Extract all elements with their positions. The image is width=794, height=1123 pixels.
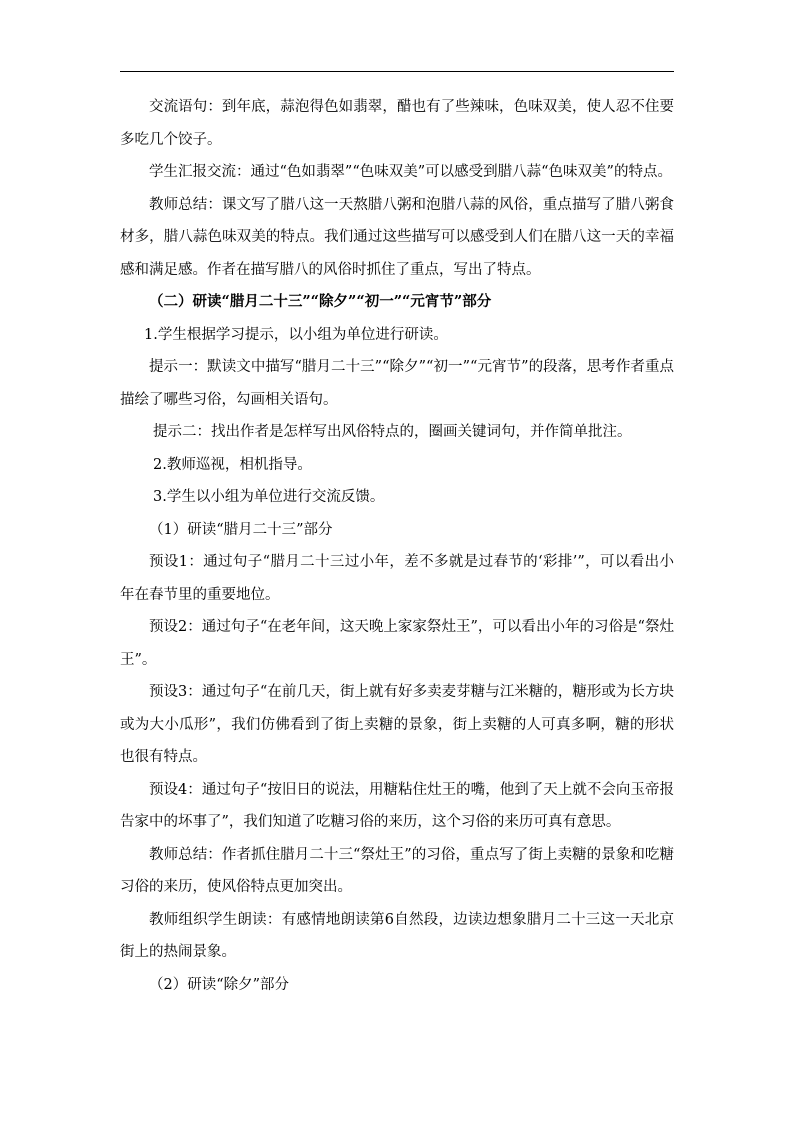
teacher-summary-2-paragraph: 教师总结：作者抓住腊月二十三“祭灶王”的习俗，重点写了街上卖糖的景象和吃糖习俗的来历，使风俗特点更加突出。 [120, 846, 674, 895]
subsection-2-heading: （2）研读“除夕”部分 [149, 976, 290, 993]
preset-1-paragraph: 预设1：通过句子“腊月二十三过小年，差不多就是过春节的‘彩排’”，可以看出小年在春节里的重要地位。 [120, 554, 674, 603]
step-3-paragraph: 3.学生以小组为单位进行交流反馈。 [153, 489, 385, 505]
hint-2-paragraph: 提示二：找出作者是怎样写出风俗特点的，圈画关键词句，并作简单批注。 [153, 424, 632, 440]
header-rule [120, 71, 674, 72]
section-heading: （二）研读“腊月二十三”“除夕”“初一”“元宵节”部分 [149, 293, 492, 310]
preset-3-paragraph: 预设3：通过句子“在前几天，街上就有好多卖麦芽糖与江米糖的，糖形或为长方块或为大小瓜形”，我们仿佛看到了街上卖糖的景象，街上卖糖的人可真多啊，糖的形状也很有特点。 [120, 684, 674, 765]
document-body [120, 91, 674, 1001]
student-report-paragraph: 学生汇报交流：通过“色如翡翠”“色味双美”可以感受到腊八蒜“色味双美”的特点。 [149, 164, 672, 180]
preset-4-paragraph: 预设4：通过句子“按旧日的说法，用糖粘住灶王的嘴，他到了天上就不会向玉帝报告家中的坏事了”，我们知道了吃糖习俗的来历，这个习俗的来历可真有意思。 [120, 781, 674, 830]
subsection-1-heading: （1）研读“腊月二十三”部分 [149, 521, 333, 538]
exchange-sentence-paragraph: 交流语句：到年底，蒜泡得色如翡翠，醋也有了些辣味，色味双美，使人忍不住要多吃几个饺子。 [120, 99, 674, 148]
step-1-paragraph: 1.学生根据学习提示，以小组为单位进行研读。 [144, 326, 448, 343]
teacher-summary-paragraph: 教师总结：课文写了腊八这一天熬腊八粥和泡腊八蒜的风俗，重点描写了腊八粥食材多，腊八蒜色味双美的特点。我们通过这些描写可以感受到人们在腊八这一天的幸福感和满足感。作者在描写腊八的风俗时抓住了重点，写出了特点。 [120, 196, 674, 278]
preset-2-paragraph: 预设2：通过句子“在老年间，这天晚上家家祭灶王”，可以看出小年的习俗是“祭灶王”。 [120, 619, 674, 668]
reading-activity-paragraph: 教师组织学生朗读：有感情地朗读第6自然段，边读边想象腊月二十三这一天北京街上的热闹景象。 [120, 911, 674, 960]
hint-1-paragraph: 提示一：默读文中描写“腊月二十三”“除夕”“初一”“元宵节”的段落，思考作者重点描绘了哪些习俗，勾画相关语句。 [120, 359, 674, 408]
step-2-paragraph: 2.教师巡视，相机指导。 [153, 456, 312, 473]
